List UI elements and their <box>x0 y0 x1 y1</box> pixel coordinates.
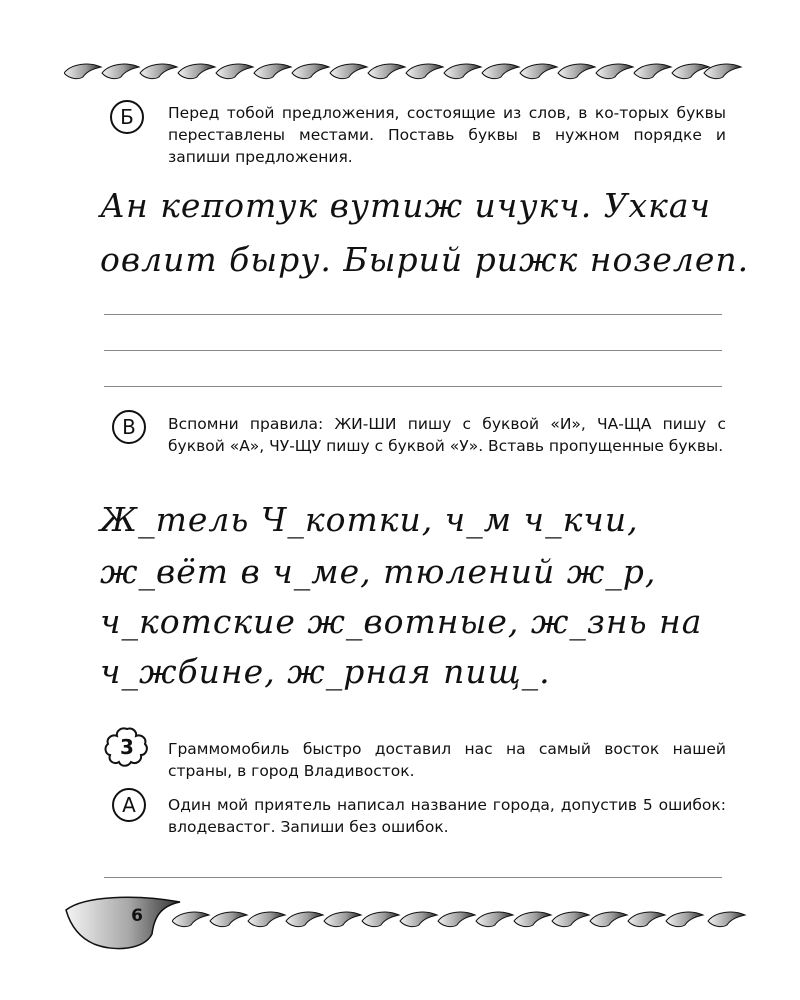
bottom-leaf-border <box>172 908 748 934</box>
top-leaf-border <box>64 60 744 86</box>
leaf-icon-row <box>64 64 741 79</box>
leaf-icon-row <box>172 912 745 927</box>
task-v-cursive-line-3: ч_котские ж_вотные, ж_знь на <box>100 602 703 641</box>
task-b-cursive-line-1: Ан кеᴨотук вутиж ичукч. Ухкач <box>100 186 712 225</box>
task-a-marker: А <box>112 788 146 822</box>
task-v-instruction: Вспомни правила: ЖИ-ШИ пишу с буквой «И», ЧА-ЩА пишу с буквой «А», ЧУ-ЩУ пишу с буквой «У». Вставь пропущенные буквы. <box>168 415 726 455</box>
task-3-number: 3 <box>120 735 134 759</box>
writing-line[interactable] <box>104 386 722 387</box>
task-b-cursive-line-2: овлит быру. Бырий рижк нозелеп. <box>100 240 750 279</box>
task-v-marker: В <box>112 410 146 444</box>
writing-line[interactable] <box>104 350 722 351</box>
task-3-marker <box>104 726 150 768</box>
leaf-border-graphic <box>64 60 744 86</box>
task-b-instruction: Перед тобой предложения, состоящие из слов, в ко-торых буквы переставлены местами. Поставь буквы в нужном порядке и запиши предложения. <box>168 104 726 166</box>
task-b-marker: Б <box>110 100 144 134</box>
task-v-cursive-line-4: ч_жбине, ж_рная пищ_. <box>100 652 551 691</box>
task-3-instruction: Граммомобиль быстро доставил нас на самый восток нашей страны, в город Владивосток. <box>168 740 726 780</box>
task-a-instruction: Один мой приятель написал название города, допустив 5 ошибок: влодевастог. Запиши без ошибок. <box>168 796 726 836</box>
page-number: 6 <box>131 906 143 926</box>
writing-line[interactable] <box>104 877 722 878</box>
task-v-cursive-line-2: ж_вёт в ч_ме, тюлений ж_р, <box>100 552 657 591</box>
task-v-cursive-line-1: Ж_тель Ч_котки, ч_м ч_кчи, <box>100 500 639 539</box>
writing-line[interactable] <box>104 314 722 315</box>
leaf-border-graphic <box>172 908 748 934</box>
